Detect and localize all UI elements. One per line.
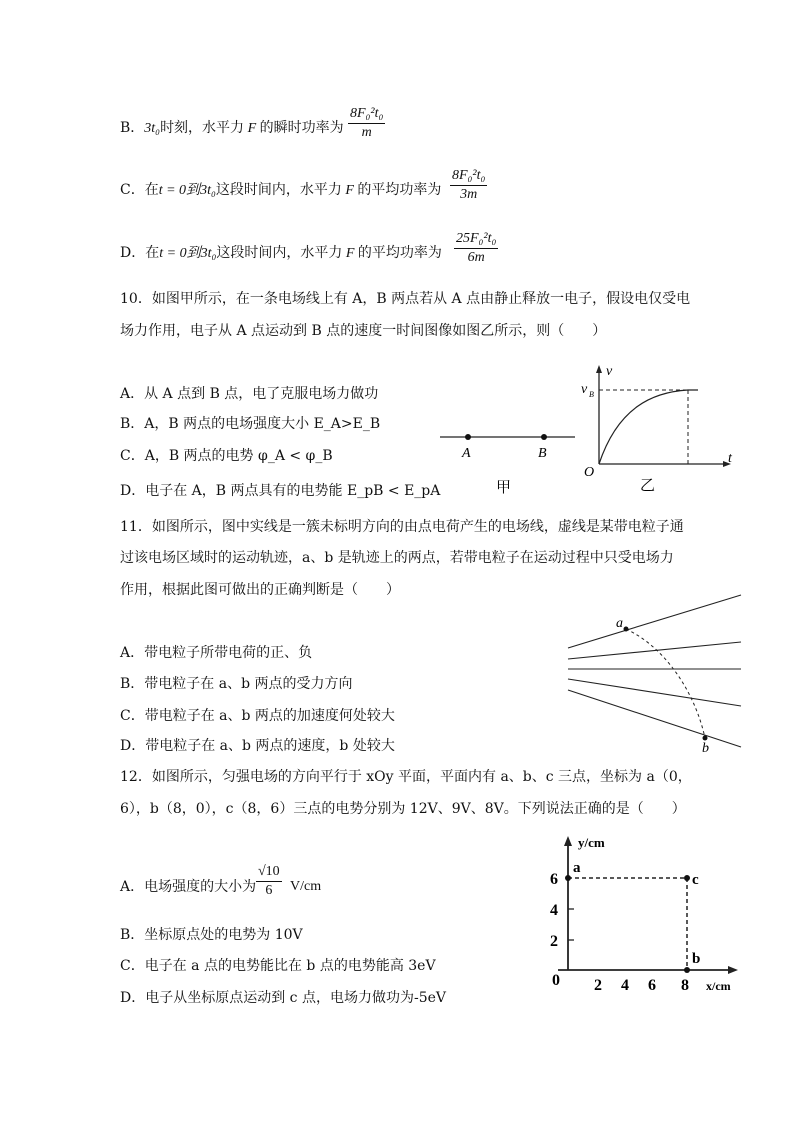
y-tick-label-4: 4	[550, 902, 558, 919]
fraction-b-den: m	[361, 125, 372, 140]
point-b-label: b	[702, 741, 709, 756]
x-axis-label: x/cm	[706, 979, 731, 993]
force-F: F	[244, 121, 260, 136]
time-3t0: 3t₀	[200, 246, 217, 261]
q12-option-d: D．电子从坐标原点运动到 c 点，电场力做功为-5eV	[120, 990, 446, 1006]
q10-option-c: C．A，B 两点的电势 φ_A < φ_B	[120, 448, 333, 464]
point-b-label: B	[538, 446, 547, 461]
field-line-1	[568, 595, 741, 648]
option-d-text2: 的平均功率为	[357, 245, 442, 261]
q10-line1: 10．如图甲所示，在一条电场线上有 A，B 两点若从 A 点由静止释放一电子，假设电仅受电	[120, 291, 691, 307]
fraction-c-num: 8F₀²t₀	[450, 168, 487, 186]
x-tick-label-6: 6	[648, 977, 656, 994]
q12-option-a-fraction	[256, 864, 282, 899]
x-tick-label-4: 4	[621, 977, 629, 994]
point-c-dot	[684, 875, 690, 881]
option-c-text2: 的平均功率为	[357, 182, 442, 198]
time-eq: t = 0到	[159, 246, 201, 261]
fraction-b-num: 8F₀²t₀	[348, 106, 385, 124]
figure-yi	[578, 362, 748, 497]
q12-line2: 6），b（8，0），c（8，6）三点的电势分别为 12V、9V、8V。下列说法正确的是（ ）	[120, 801, 686, 817]
figure-jia	[438, 425, 578, 505]
force-F: F	[341, 183, 358, 198]
q10-line2: 场力作用，电子从 A 点运动到 B 点的速度一时间图像如图乙所示，则（ ）	[120, 323, 607, 339]
x-tick-label-8: 8	[681, 977, 689, 994]
figure-coordinate	[540, 832, 745, 997]
option-b-text: 时刻，水平力	[160, 120, 245, 136]
q10-option-d: D．电子在 A，B 两点具有的电势能 E_pB < E_pA	[120, 483, 441, 499]
t-label: t	[728, 451, 732, 466]
q11-option-b: B．带电粒子在 a、b 两点的受力方向	[120, 676, 353, 692]
time-3t0: 3t₀	[200, 183, 216, 198]
point-b-label: b	[692, 951, 701, 967]
q11-option-a: A．带电粒子所带电荷的正、负	[120, 645, 313, 661]
q12-option-c: C．电子在 a 点的电势能比在 b 点的电势能高 3eV	[120, 958, 436, 974]
point-a-label: a	[573, 860, 581, 876]
y-axis-arrow	[564, 836, 572, 846]
vb-sub: B	[589, 390, 594, 399]
y-tick-label-6: 6	[550, 871, 558, 888]
point-a-label: A	[462, 446, 471, 461]
y-tick-label-2: 2	[550, 933, 558, 950]
option-d	[120, 243, 442, 264]
option-c-text: 这段时间内，水平力	[215, 182, 342, 198]
q12-fraction-num: √10	[256, 864, 282, 882]
point-a-label: a	[616, 616, 623, 631]
point-a-dot	[565, 875, 571, 881]
figure-yi-caption: 乙	[640, 478, 656, 494]
q11-option-d: D．带电粒子在 a、b 两点的速度，b 处较大	[120, 738, 395, 754]
fraction-c	[450, 168, 487, 203]
q12-fraction-den: 6	[265, 883, 273, 898]
fraction-d-den: 6m	[467, 250, 485, 265]
point-b-dot	[541, 434, 547, 440]
option-d-text: 这段时间内，水平力	[216, 245, 343, 261]
q11-line1: 11．如图所示，图中实线是一簇未标明方向的由点电荷产生的电场线，虚线是某带电粒子通	[120, 519, 684, 535]
figure-field-lines	[565, 592, 745, 757]
field-line-5	[568, 690, 741, 747]
x-axis-arrow	[728, 966, 738, 974]
option-b-text2: 的瞬时功率为	[259, 120, 344, 136]
x-tick-label-2: 2	[594, 977, 602, 994]
option-b	[120, 118, 344, 139]
time-eq: t = 0到	[158, 183, 201, 198]
field-line-4	[568, 679, 741, 706]
q10-option-b: B．A，B 两点的电场强度大小 E_A>E_B	[120, 416, 381, 432]
q11-option-c: C．带电粒子在 a、b 两点的加速度何处较大	[120, 708, 395, 724]
q11-line3: 作用，根据此图可做出的正确判断是（ ）	[120, 582, 400, 598]
fraction-c-den: 3m	[460, 187, 478, 202]
q12-line1: 12．如图所示，匀强电场的方向平行于 xOy 平面，平面内有 a、b、c 三点，坐标为 a（0，	[120, 769, 692, 785]
force-F: F	[342, 246, 358, 261]
time-3t0: 3t₀	[144, 121, 161, 136]
point-a-dot	[624, 627, 629, 632]
origin-label: 0	[552, 972, 560, 989]
v-axis-arrow	[596, 365, 602, 373]
q12-option-b: B．坐标原点处的电势为 10V	[120, 927, 303, 943]
option-c	[120, 180, 441, 201]
y-axis-label: y/cm	[578, 835, 605, 850]
v-label: v	[606, 364, 613, 379]
field-line-2	[568, 642, 741, 659]
point-c-label: c	[692, 872, 699, 888]
origin-label: O	[584, 465, 595, 480]
point-b-dot	[703, 736, 708, 741]
point-b-dot	[684, 967, 690, 973]
point-a-dot	[465, 434, 471, 440]
q10-option-a: A．从 A 点到 B 点，电了克服电场力做功	[120, 386, 379, 402]
fraction-b	[348, 106, 385, 141]
vb-label: v	[581, 382, 588, 397]
option-c-label: C．在	[120, 182, 159, 198]
q12-option-a-text: A．电场强度的大小为	[120, 879, 257, 895]
q12-option-a	[120, 877, 256, 897]
q12-option-a-unit: V/cm	[290, 879, 322, 894]
fraction-d-num: 25F₀²t₀	[454, 231, 498, 249]
figure-jia-caption: 甲	[496, 480, 512, 496]
option-d-label: D．在	[120, 245, 160, 261]
option-b-label: B．	[120, 120, 145, 136]
velocity-curve	[599, 390, 698, 464]
fraction-d	[454, 231, 498, 266]
q11-line2: 过该电场区域时的运动轨迹，a、b 是轨迹上的两点，若带电粒子在运动过程中只受电场力	[120, 550, 674, 566]
